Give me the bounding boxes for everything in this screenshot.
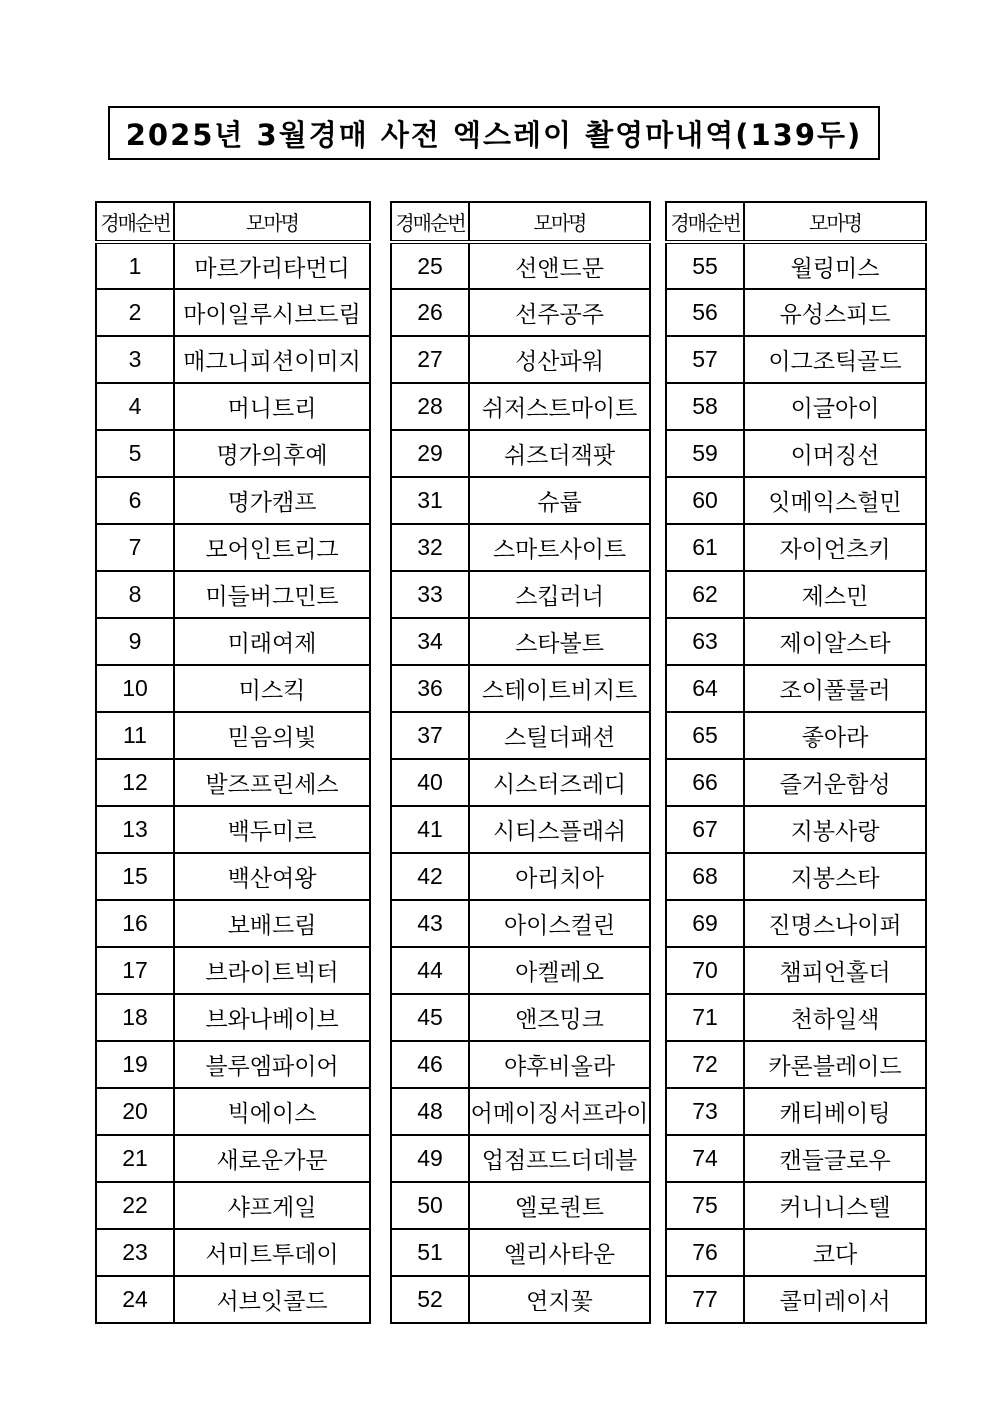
auction-order-cell: 49	[391, 1135, 469, 1182]
table-row	[96, 524, 370, 571]
header-name: 모마명	[744, 202, 926, 242]
horse-name-cell: 선앤드문	[469, 242, 650, 289]
horse-name-cell: 명가의후예	[174, 430, 370, 477]
horse-name-cell: 스테이트비지트	[469, 665, 650, 712]
table-row	[96, 477, 370, 524]
table-row	[391, 1041, 650, 1088]
table-row	[666, 618, 926, 665]
horse-name-cell: 명가캠프	[174, 477, 370, 524]
horse-name-cell: 브와나베이브	[174, 994, 370, 1041]
table-row	[666, 665, 926, 712]
auction-order-cell: 57	[666, 336, 744, 383]
horse-name-cell: 스틸더패션	[469, 712, 650, 759]
auction-order-cell: 63	[666, 618, 744, 665]
table-row	[666, 1229, 926, 1276]
table-row	[391, 1135, 650, 1182]
horse-name-cell: 빅에이스	[174, 1088, 370, 1135]
auction-order-cell: 46	[391, 1041, 469, 1088]
horse-name-cell: 스마트사이트	[469, 524, 650, 571]
table-row	[391, 571, 650, 618]
horse-name-cell: 백두미르	[174, 806, 370, 853]
table-row	[666, 900, 926, 947]
auction-order-cell: 55	[666, 242, 744, 289]
auction-order-cell: 8	[96, 571, 174, 618]
auction-order-cell: 59	[666, 430, 744, 477]
auction-order-cell: 64	[666, 665, 744, 712]
table-row	[391, 289, 650, 336]
table-row	[96, 1182, 370, 1229]
horse-name-cell: 이글아이	[744, 383, 926, 430]
table-row	[391, 524, 650, 571]
horse-name-cell: 캐티베이팅	[744, 1088, 926, 1135]
auction-order-cell: 69	[666, 900, 744, 947]
table-row	[666, 853, 926, 900]
auction-order-cell: 71	[666, 994, 744, 1041]
auction-order-cell: 70	[666, 947, 744, 994]
page-title: 2025년 3월경매 사전 엑스레이 촬영마내역(139두)	[108, 106, 880, 160]
auction-order-cell: 32	[391, 524, 469, 571]
table-row	[666, 712, 926, 759]
auction-order-cell: 73	[666, 1088, 744, 1135]
horse-name-cell: 엘로퀀트	[469, 1182, 650, 1229]
auction-order-cell: 56	[666, 289, 744, 336]
horse-name-cell: 이머징선	[744, 430, 926, 477]
horse-name-cell: 선주공주	[469, 289, 650, 336]
horse-name-cell: 코다	[744, 1229, 926, 1276]
auction-order-cell: 6	[96, 477, 174, 524]
auction-order-cell: 37	[391, 712, 469, 759]
horse-name-cell: 업점프드더데블	[469, 1135, 650, 1182]
horse-name-cell: 서미트투데이	[174, 1229, 370, 1276]
auction-order-cell: 19	[96, 1041, 174, 1088]
table-row	[391, 759, 650, 806]
header-order: 경매순번	[391, 202, 469, 242]
table-row	[96, 336, 370, 383]
horse-name-cell: 샤프게일	[174, 1182, 370, 1229]
horse-name-cell: 발즈프린세스	[174, 759, 370, 806]
table-row	[391, 853, 650, 900]
horse-name-cell: 블루엠파이어	[174, 1041, 370, 1088]
auction-order-cell: 18	[96, 994, 174, 1041]
horse-name-cell: 잇메익스헐민	[744, 477, 926, 524]
horse-name-cell: 즐거운함성	[744, 759, 926, 806]
table-row	[391, 1229, 650, 1276]
auction-order-cell: 17	[96, 947, 174, 994]
table-row	[666, 289, 926, 336]
table-row	[96, 994, 370, 1041]
auction-order-cell: 24	[96, 1276, 174, 1323]
horse-name-cell: 콜미레이서	[744, 1276, 926, 1323]
auction-order-cell: 41	[391, 806, 469, 853]
table-row	[96, 1041, 370, 1088]
auction-order-cell: 60	[666, 477, 744, 524]
horse-name-cell: 마르가리타먼디	[174, 242, 370, 289]
table-row	[96, 1088, 370, 1135]
horse-name-cell: 아이스컬린	[469, 900, 650, 947]
table-row	[391, 1276, 650, 1323]
horse-name-cell: 쉬저스트마이트	[469, 383, 650, 430]
table-row	[666, 1041, 926, 1088]
table-row	[96, 1135, 370, 1182]
horse-name-cell: 지봉사랑	[744, 806, 926, 853]
auction-order-cell: 5	[96, 430, 174, 477]
horse-name-cell: 브라이트빅터	[174, 947, 370, 994]
horse-name-cell: 야후비올라	[469, 1041, 650, 1088]
auction-order-cell: 21	[96, 1135, 174, 1182]
auction-order-cell: 28	[391, 383, 469, 430]
auction-order-cell: 50	[391, 1182, 469, 1229]
table-row	[666, 383, 926, 430]
horse-name-cell: 시티스플래쉬	[469, 806, 650, 853]
table-row	[391, 430, 650, 477]
auction-order-cell: 26	[391, 289, 469, 336]
auction-order-cell: 13	[96, 806, 174, 853]
horse-name-cell: 스킵러너	[469, 571, 650, 618]
horse-name-cell: 천하일색	[744, 994, 926, 1041]
horse-name-cell: 연지꽃	[469, 1276, 650, 1323]
horse-name-cell: 서브잇콜드	[174, 1276, 370, 1323]
table-row	[666, 1088, 926, 1135]
horse-name-cell: 마이일루시브드림	[174, 289, 370, 336]
table-row	[666, 759, 926, 806]
horse-name-cell: 제스민	[744, 571, 926, 618]
horse-name-cell: 쉬즈더잭팟	[469, 430, 650, 477]
horse-name-cell: 성산파워	[469, 336, 650, 383]
horse-name-cell: 좋아라	[744, 712, 926, 759]
auction-order-cell: 68	[666, 853, 744, 900]
horse-name-cell: 슈룹	[469, 477, 650, 524]
horse-name-cell: 지봉스타	[744, 853, 926, 900]
auction-order-cell: 48	[391, 1088, 469, 1135]
table-row	[391, 947, 650, 994]
auction-order-cell: 9	[96, 618, 174, 665]
auction-order-cell: 67	[666, 806, 744, 853]
horse-name-cell: 믿음의빛	[174, 712, 370, 759]
auction-order-cell: 3	[96, 336, 174, 383]
table-row	[666, 242, 926, 289]
horse-name-cell: 아켈레오	[469, 947, 650, 994]
table-row	[666, 1276, 926, 1323]
table-row	[96, 1229, 370, 1276]
table-row	[96, 759, 370, 806]
auction-order-cell: 16	[96, 900, 174, 947]
auction-order-cell: 2	[96, 289, 174, 336]
auction-order-cell: 7	[96, 524, 174, 571]
auction-order-cell: 20	[96, 1088, 174, 1135]
horse-name-cell: 카론블레이드	[744, 1041, 926, 1088]
auction-order-cell: 4	[96, 383, 174, 430]
horse-name-cell: 미래여제	[174, 618, 370, 665]
auction-order-cell: 72	[666, 1041, 744, 1088]
horse-name-cell: 커니니스텔	[744, 1182, 926, 1229]
auction-order-cell: 75	[666, 1182, 744, 1229]
table-row	[666, 336, 926, 383]
table-row	[96, 618, 370, 665]
auction-order-cell: 61	[666, 524, 744, 571]
auction-order-cell: 34	[391, 618, 469, 665]
auction-order-cell: 15	[96, 853, 174, 900]
table-header-row	[391, 202, 650, 242]
table-row	[96, 571, 370, 618]
table-row	[96, 900, 370, 947]
horse-name-cell: 엘리사타운	[469, 1229, 650, 1276]
auction-order-cell: 62	[666, 571, 744, 618]
auction-order-cell: 22	[96, 1182, 174, 1229]
horse-name-cell: 모어인트리그	[174, 524, 370, 571]
table-row	[666, 806, 926, 853]
table-row	[666, 524, 926, 571]
auction-order-cell: 29	[391, 430, 469, 477]
table-row	[391, 806, 650, 853]
horse-list-table-1	[95, 201, 371, 1324]
auction-order-cell: 76	[666, 1229, 744, 1276]
auction-order-cell: 42	[391, 853, 469, 900]
horse-name-cell: 스타볼트	[469, 618, 650, 665]
auction-order-cell: 44	[391, 947, 469, 994]
horse-name-cell: 새로운가문	[174, 1135, 370, 1182]
auction-order-cell: 10	[96, 665, 174, 712]
horse-name-cell: 자이언츠키	[744, 524, 926, 571]
auction-order-cell: 43	[391, 900, 469, 947]
auction-order-cell: 51	[391, 1229, 469, 1276]
table-row	[391, 994, 650, 1041]
horse-name-cell: 아리치아	[469, 853, 650, 900]
header-name: 모마명	[469, 202, 650, 242]
table-row	[96, 806, 370, 853]
table-header-row	[96, 202, 370, 242]
table-row	[96, 947, 370, 994]
auction-order-cell: 12	[96, 759, 174, 806]
table-row	[96, 1276, 370, 1323]
table-row	[666, 947, 926, 994]
table-row	[666, 1135, 926, 1182]
table-row	[96, 712, 370, 759]
auction-order-cell: 1	[96, 242, 174, 289]
table-header-row	[666, 202, 926, 242]
horse-name-cell: 매그니피션이미지	[174, 336, 370, 383]
header-order: 경매순번	[96, 202, 174, 242]
horse-name-cell: 시스터즈레디	[469, 759, 650, 806]
horse-name-cell: 미들버그민트	[174, 571, 370, 618]
header-order: 경매순번	[666, 202, 744, 242]
table-row	[391, 900, 650, 947]
auction-order-cell: 58	[666, 383, 744, 430]
auction-order-cell: 36	[391, 665, 469, 712]
auction-order-cell: 65	[666, 712, 744, 759]
table-row	[391, 665, 650, 712]
table-row	[96, 289, 370, 336]
horse-name-cell: 제이알스타	[744, 618, 926, 665]
table-row	[391, 477, 650, 524]
table-row	[666, 1182, 926, 1229]
auction-order-cell: 45	[391, 994, 469, 1041]
table-row	[96, 430, 370, 477]
horse-list-table-2	[390, 201, 651, 1324]
table-row	[391, 242, 650, 289]
horse-name-cell: 캔들글로우	[744, 1135, 926, 1182]
auction-order-cell: 33	[391, 571, 469, 618]
horse-list-table-3	[665, 201, 927, 1324]
horse-name-cell: 유성스피드	[744, 289, 926, 336]
auction-order-cell: 31	[391, 477, 469, 524]
horse-name-cell: 앤즈밍크	[469, 994, 650, 1041]
table-row	[96, 383, 370, 430]
horse-name-cell: 백산여왕	[174, 853, 370, 900]
horse-name-cell: 진명스나이퍼	[744, 900, 926, 947]
auction-order-cell: 77	[666, 1276, 744, 1323]
table-row	[96, 242, 370, 289]
horse-name-cell: 이그조틱골드	[744, 336, 926, 383]
auction-order-cell: 23	[96, 1229, 174, 1276]
table-row	[666, 571, 926, 618]
header-name: 모마명	[174, 202, 370, 242]
table-row	[391, 383, 650, 430]
horse-name-cell: 챔피언홀더	[744, 947, 926, 994]
table-row	[96, 853, 370, 900]
horse-name-cell: 미스킥	[174, 665, 370, 712]
table-row	[96, 665, 370, 712]
table-row	[391, 1088, 650, 1135]
table-row	[666, 430, 926, 477]
horse-name-cell: 어메이징서프라이	[469, 1088, 650, 1135]
table-row	[666, 994, 926, 1041]
auction-order-cell: 52	[391, 1276, 469, 1323]
horse-name-cell: 월링미스	[744, 242, 926, 289]
auction-order-cell: 11	[96, 712, 174, 759]
table-row	[666, 477, 926, 524]
table-row	[391, 336, 650, 383]
auction-order-cell: 40	[391, 759, 469, 806]
table-row	[391, 712, 650, 759]
horse-name-cell: 머니트리	[174, 383, 370, 430]
table-row	[391, 1182, 650, 1229]
table-row	[391, 618, 650, 665]
auction-order-cell: 66	[666, 759, 744, 806]
auction-order-cell: 25	[391, 242, 469, 289]
auction-order-cell: 27	[391, 336, 469, 383]
horse-name-cell: 조이풀룰러	[744, 665, 926, 712]
auction-order-cell: 74	[666, 1135, 744, 1182]
horse-name-cell: 보배드림	[174, 900, 370, 947]
